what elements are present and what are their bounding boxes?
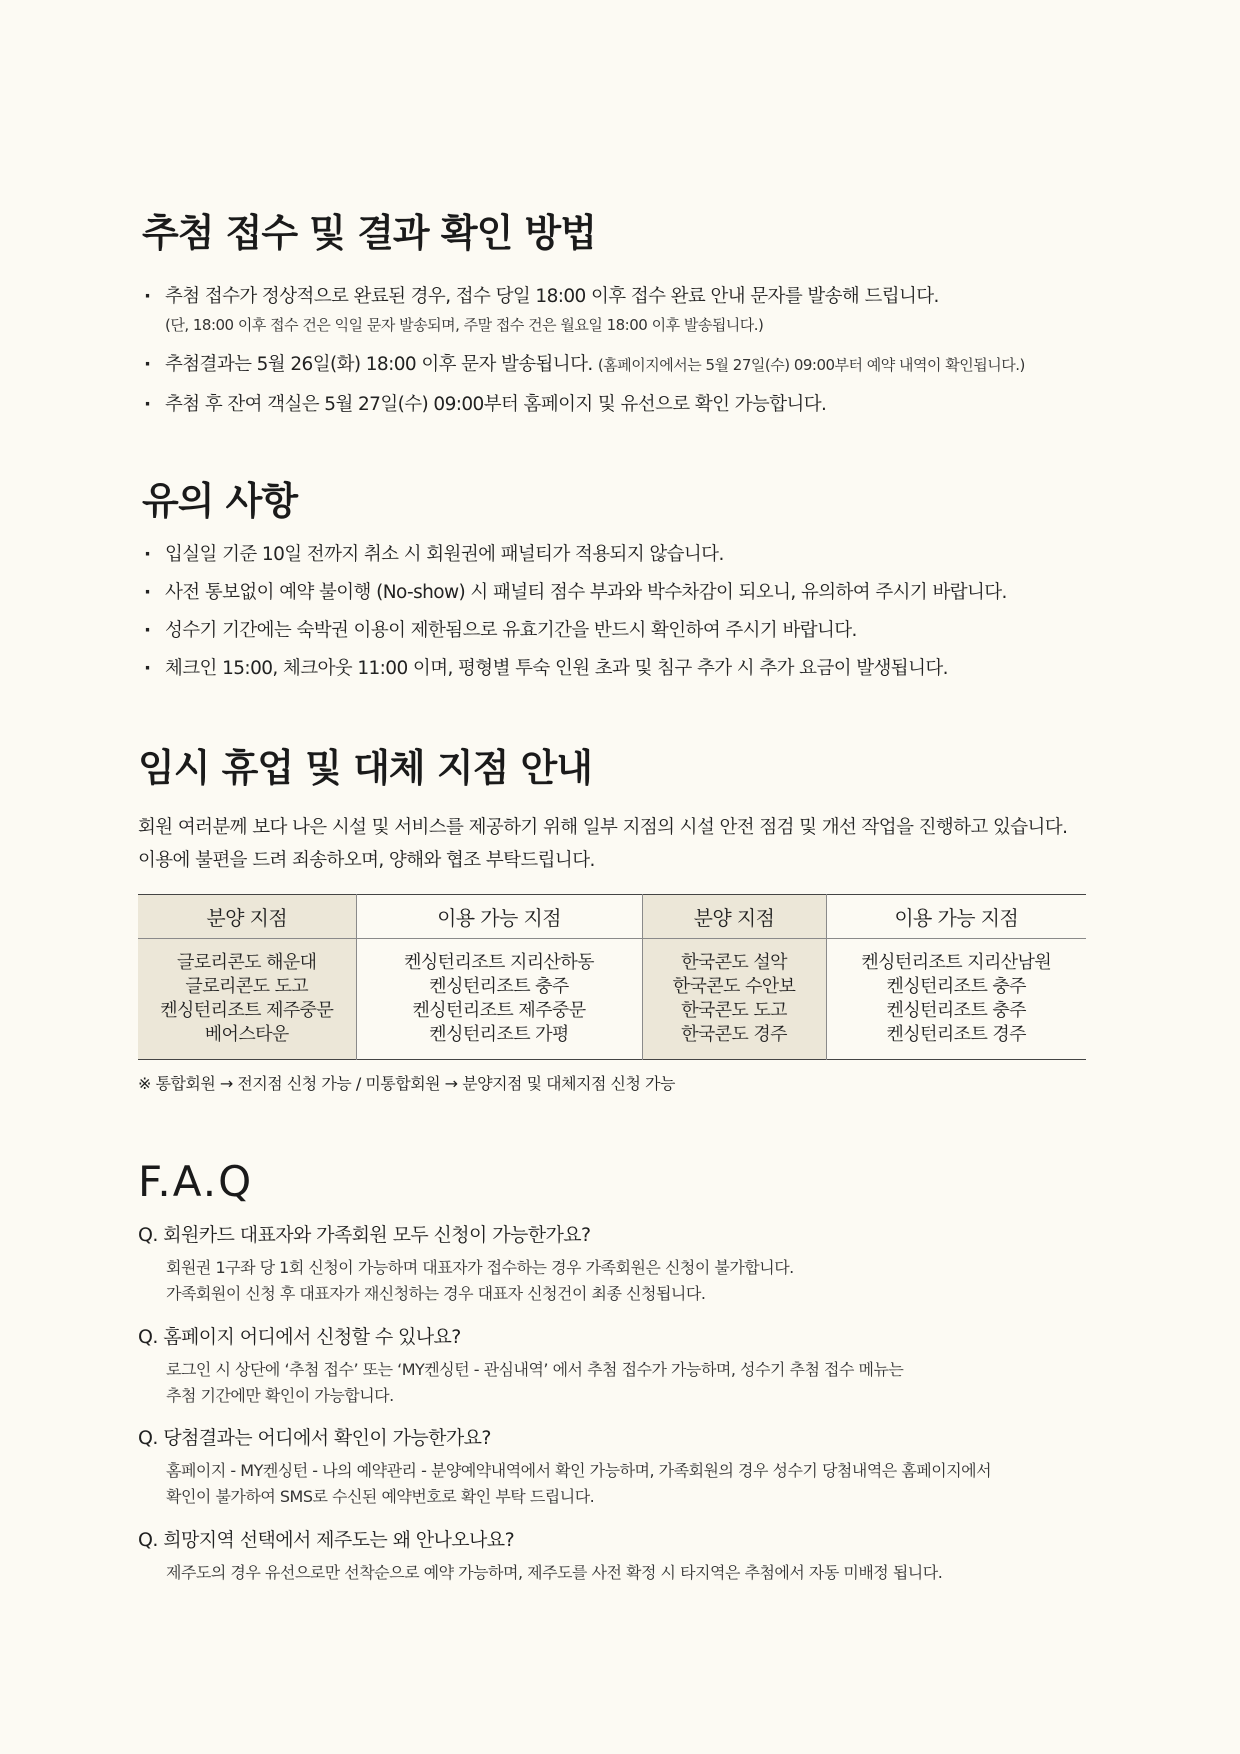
list-item: · 성수기 기간에는 숙박권 이용이 제한됨으로 유효기간을 반드시 확인하여 주시기 바랍니다. [142,619,1142,643]
faq-answer-line: 확인이 불가하여 SMS로 수신된 예약번호로 확인 부탁 드립니다. [166,1487,595,1506]
table-header: 분양 지점 [642,895,826,939]
list-item-text: 추첨 후 잔여 객실은 5월 27일(수) 09:00부터 홈페이지 및 유선으로 확인 가능합니다. [165,394,827,415]
table-header: 이용 가능 지점 [826,895,1086,939]
faq-answer-line: 홈페이지 - MY켄싱턴 - 나의 예약관리 - 분양예약내역에서 확인 가능하며, 가족회원의 경우 성수기 당첨내역은 홈페이지에서 [166,1461,992,1480]
faq-answer-line: 추첨 기간에만 확인이 가능합니다. [166,1386,394,1405]
faq-answer-line: 회원권 1구좌 당 1회 신청이 가능하며 대표자가 접수하는 경우 가족회원은 신청이 불가합니다. [166,1258,794,1277]
faq-title: F.A.Q [138,1157,254,1206]
faq-question: Q. 회원카드 대표자와 가족회원 모두 신청이 가능한가요? [138,1224,591,1246]
faq-answer-line: 로그인 시 상단에 ‘추첨 접수’ 또는 ‘MY켄싱턴 - 관심내역’ 에서 추첨 접수가 가능하며, 성수기 추첨 접수 메뉴는 [166,1360,904,1379]
branch-name: 켄싱턴리조트 제주중문 [160,1000,334,1021]
table-cell [642,939,826,1060]
faq-item [138,1222,1098,1307]
branch-table [138,894,1086,1060]
faq-answer [166,1560,1098,1586]
faq-question: Q. 홈페이지 어디에서 신청할 수 있나요? [138,1326,461,1348]
branch-name: 켄싱턴리조트 충주 [429,976,569,997]
branch-name: 켄싱턴리조트 지리산남원 [861,952,1052,973]
intro-line: 이용에 불편을 드려 죄송하오며, 양해와 협조 부탁드립니다. [138,850,595,871]
faq-item [138,1527,1098,1586]
branch-name: 한국콘도 수안보 [672,976,796,997]
lottery-list [142,285,1142,417]
branch-name: 글로리콘도 도고 [185,976,309,997]
list-item [142,393,1142,417]
faq-answer [166,1357,1098,1409]
list-item: · 체크인 15:00, 체크아웃 11:00 이며, 평형별 투숙 인원 초과 및 침구 추가 시 추가 요금이 발생됩니다. [142,657,1142,681]
branch-name: 베어스타운 [204,1024,289,1045]
list-item-text: 추첨결과는 5월 26일(화) 18:00 이후 문자 발송됩니다. [165,354,593,375]
table-cell [826,939,1086,1060]
faq-item [138,1425,1098,1510]
list-item-smallnote: (홈페이지에서는 5월 27일(수) 09:00부터 예약 내역이 확인됩니다.) [597,356,1025,374]
membership-note: ※ 통합회원 → 전지점 신청 가능 / 미통합회원 → 분양지점 및 대체지점 신청 가능 [138,1074,675,1093]
branch-name: 켄싱턴리조트 충주 [886,1000,1026,1021]
faq-answer [166,1458,1098,1510]
faq-answer-line: 가족회원이 신청 후 대표자가 재신청하는 경우 대표자 신청건이 최종 신청됩니다. [166,1284,706,1303]
list-item-subnote: (단, 18:00 이후 접수 건은 익일 문자 발송되며, 주말 접수 건은 월요일 18:00 이후 발송됩니다.) [165,316,764,334]
closure-section-title: 임시 휴업 및 대체 지점 안내 [138,746,592,790]
table-header: 이용 가능 지점 [356,895,642,939]
table-header: 분양 지점 [138,895,356,939]
table-row [138,939,1086,1060]
table-cell [138,939,356,1060]
table-cell [356,939,642,1060]
branch-name: 한국콘도 경주 [681,1024,787,1045]
branch-name: 켄싱턴리조트 제주중문 [412,1000,586,1021]
faq-answer [166,1255,1098,1307]
branch-name: 켄싱턴리조트 충주 [886,976,1026,997]
table-header-row [138,895,1086,939]
list-item: · 사전 통보없이 예약 불이행 (No-show) 시 패널티 점수 부과와 박수차감이 되오니, 유의하여 주시기 바랍니다. [142,581,1142,605]
caution-list [142,543,1142,681]
branch-name: 켄싱턴리조트 경주 [886,1024,1026,1045]
closure-intro [138,811,1138,877]
branch-name: 켄싱턴리조트 가평 [429,1024,569,1045]
faq-answer-line: 제주도의 경우 유선으로만 선착순으로 예약 가능하며, 제주도를 사전 확정 시 타지역은 추첨에서 자동 미배정 됩니다. [166,1563,943,1582]
branch-name: 켄싱턴리조트 지리산하동 [404,952,594,973]
list-item: · 입실일 기준 10일 전까지 취소 시 회원권에 패널티가 적용되지 않습니다. [142,543,1142,567]
list-item [142,285,1142,337]
list-item [142,353,1142,377]
faq-item [138,1324,1098,1409]
branch-name: 한국콘도 설악 [681,952,787,973]
intro-line: 회원 여러분께 보다 나은 시설 및 서비스를 제공하기 위해 일부 지점의 시설 안전 점검 및 개선 작업을 진행하고 있습니다. [138,817,1068,838]
list-item-text: 추첨 접수가 정상적으로 완료된 경우, 접수 당일 18:00 이후 접수 완료 안내 문자를 발송해 드립니다. [165,286,939,307]
faq-question: Q. 당첨결과는 어디에서 확인이 가능한가요? [138,1427,491,1449]
branch-name: 글로리콘도 해운대 [177,952,317,973]
caution-section-title: 유의 사항 [142,479,298,523]
lottery-section-title: 추첨 접수 및 결과 확인 방법 [142,211,596,255]
faq-question: Q. 희망지역 선택에서 제주도는 왜 안나오나요? [138,1529,515,1551]
branch-name: 한국콘도 도고 [681,1000,787,1021]
